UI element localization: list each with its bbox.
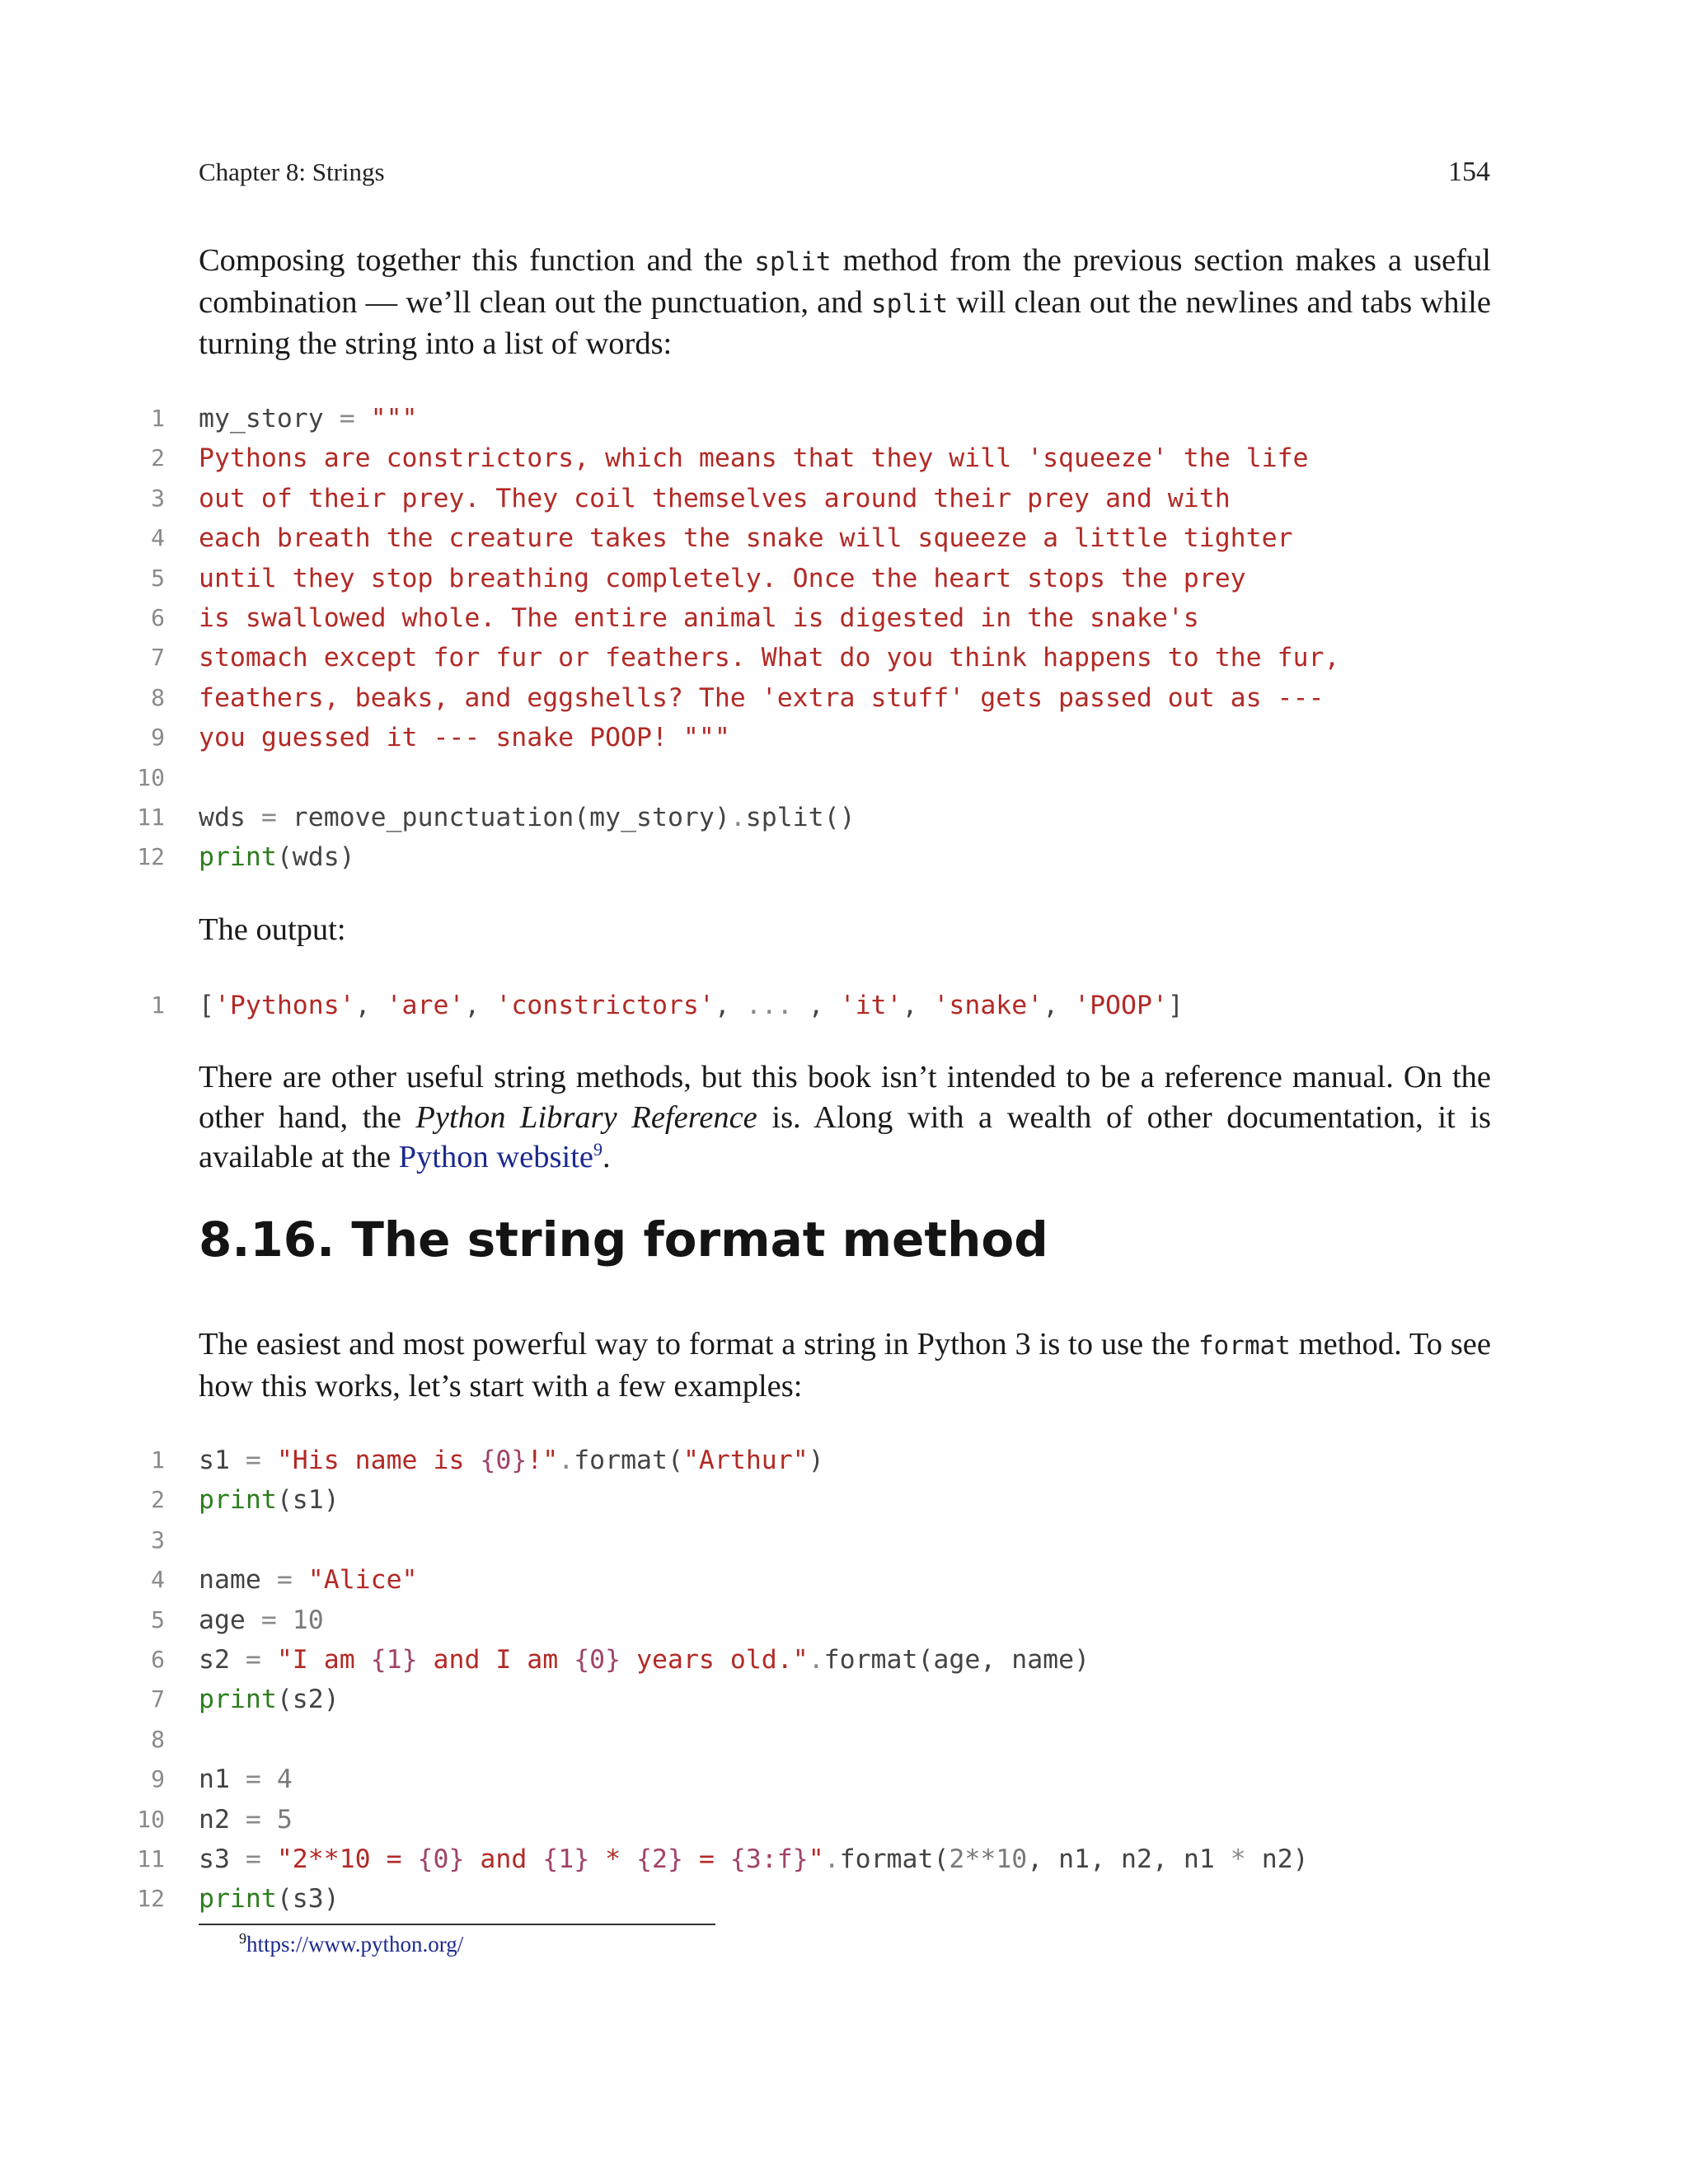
footnote-url-link[interactable]: https://www.python.org/ <box>246 1932 464 1957</box>
line-number: 1 <box>151 991 165 1019</box>
code-text <box>199 438 1309 478</box>
code-token: "Alice" <box>307 1565 418 1596</box>
code-text <box>199 1840 1309 1879</box>
code-token: 'snake' <box>933 991 1043 1020</box>
line-number: 9 <box>151 1765 165 1793</box>
code-text <box>199 1601 324 1640</box>
code-token: (s2) <box>276 1685 340 1715</box>
code-line <box>0 638 1688 677</box>
code-token: {0} <box>480 1446 528 1475</box>
code-token: ... <box>745 991 793 1020</box>
code-text <box>199 1560 418 1600</box>
code-token: = <box>245 1644 261 1675</box>
line-number: 12 <box>137 1885 165 1913</box>
code-block-format <box>0 1441 1688 1919</box>
code-token: , <box>464 991 496 1020</box>
footnote <box>239 1930 463 1957</box>
code-line <box>0 1560 1688 1600</box>
code-token: = <box>245 1804 261 1835</box>
code-token: (s1) <box>276 1485 340 1516</box>
line-number: 3 <box>151 1526 165 1554</box>
code-token: my_story <box>199 404 340 434</box>
code-token: "2**10 = <box>276 1844 418 1874</box>
code-token: {3:f} <box>729 1844 809 1874</box>
code-token: {0} <box>417 1844 465 1874</box>
code-token: out of their prey. They coil themselves around their prey and with <box>199 483 1231 513</box>
code-token: "His name is <box>276 1446 481 1475</box>
code-token: = <box>245 1446 261 1475</box>
code-line <box>0 1480 1688 1520</box>
code-line <box>0 1760 1688 1799</box>
code-line <box>0 986 1688 1025</box>
code-text <box>199 559 1246 598</box>
code-token: print <box>199 1485 277 1516</box>
code-line <box>0 559 1688 598</box>
footnote-marker[interactable]: 9 <box>593 1139 603 1160</box>
line-number: 4 <box>151 524 165 552</box>
code-line <box>0 1879 1688 1919</box>
code-token: 'constrictors' <box>495 991 715 1020</box>
code-text <box>199 837 355 877</box>
line-number: 6 <box>151 1645 165 1673</box>
code-text <box>199 1441 824 1480</box>
code-token: n2) <box>1245 1844 1309 1874</box>
code-line <box>0 1800 1688 1840</box>
code-token: "Arthur" <box>682 1446 809 1475</box>
footnote-rule <box>199 1924 715 1925</box>
code-token: . <box>823 1844 840 1874</box>
code-token: (s3) <box>276 1884 340 1915</box>
code-token: , <box>714 991 746 1020</box>
code-token: (wds) <box>276 842 355 873</box>
text-run: will clean out the newlines and tabs while turning the string into a list of words: <box>199 284 1491 361</box>
code-token: """ <box>354 404 418 434</box>
code-text <box>199 479 1231 518</box>
reference-paragraph <box>199 1057 1491 1178</box>
code-token: format( <box>839 1844 950 1874</box>
code-token: n1 <box>199 1765 246 1795</box>
code-text <box>199 986 1184 1025</box>
line-number: 10 <box>137 763 165 791</box>
code-block-output <box>0 986 1688 1025</box>
inline-code: split <box>870 288 949 319</box>
code-token: remove_punctuation(my_story) <box>276 802 730 832</box>
code-text <box>199 638 1339 677</box>
code-token: = <box>260 802 277 832</box>
code-token <box>261 1844 277 1874</box>
code-token: {0} <box>574 1644 621 1675</box>
code-token: and <box>464 1844 543 1874</box>
code-token: {2} <box>636 1844 683 1874</box>
line-number: 9 <box>151 724 165 752</box>
code-token: you guessed it --- snake POOP! """ <box>199 723 730 753</box>
code-token: stomach except for fur or feathers. What do you think happens to the fur, <box>199 643 1340 673</box>
code-token: and I am <box>417 1644 574 1675</box>
code-token: feathers, beaks, and eggshells? The 'extra stuff' gets passed out as --- <box>199 682 1325 713</box>
output-label: The output: <box>199 912 346 947</box>
code-line <box>0 518 1688 558</box>
code-line <box>0 837 1688 877</box>
code-line <box>0 678 1688 718</box>
text-run: . <box>602 1140 611 1174</box>
line-number: 11 <box>137 803 165 831</box>
footnote-number: 9 <box>239 1930 246 1947</box>
code-block-story <box>0 399 1688 878</box>
code-token: = <box>245 1844 261 1874</box>
line-number: 1 <box>151 1446 165 1474</box>
code-line <box>0 1601 1688 1640</box>
code-token: age <box>199 1605 261 1635</box>
section-heading: 8.16. The string format method <box>199 1212 1048 1268</box>
code-token: 4 <box>276 1765 293 1795</box>
code-token: until they stop breathing completely. Once the heart stops the prey <box>199 563 1246 593</box>
line-number: 7 <box>151 644 165 672</box>
code-text <box>199 1760 293 1799</box>
code-text <box>199 1879 340 1919</box>
code-token: ] <box>1167 991 1184 1020</box>
code-token: 10 <box>292 1605 324 1635</box>
code-token: ) <box>808 1446 824 1475</box>
code-token: "I am <box>276 1644 371 1675</box>
code-line <box>0 1720 1688 1760</box>
code-token: * <box>589 1844 637 1874</box>
code-token <box>261 1645 277 1675</box>
page-number: 154 <box>1448 157 1490 187</box>
code-text <box>199 518 1293 558</box>
code-token: !" <box>527 1446 559 1475</box>
text-run: Composing together this function and the <box>199 243 755 278</box>
code-token: format(age, name) <box>823 1644 1090 1675</box>
code-token: s3 <box>199 1844 246 1874</box>
text-run: method. To see how this works, let’s start with a few examples: <box>199 1327 1491 1404</box>
line-number: 7 <box>151 1685 165 1713</box>
code-token: 2**10 <box>949 1844 1028 1874</box>
code-line <box>0 1521 1688 1560</box>
code-token: 'Pythons' <box>213 991 355 1020</box>
code-token: . <box>558 1446 574 1475</box>
code-token: {1} <box>370 1644 418 1675</box>
code-text <box>199 1640 1090 1680</box>
code-token: , <box>902 991 934 1020</box>
code-token: {1} <box>542 1844 590 1874</box>
code-line <box>0 758 1688 798</box>
running-header <box>199 157 1490 188</box>
code-token: print <box>199 1884 277 1915</box>
code-line <box>0 399 1688 438</box>
code-text <box>199 399 418 438</box>
inline-code: format <box>1198 1331 1291 1361</box>
code-token <box>293 1565 308 1595</box>
python-website-link[interactable]: Python website <box>398 1140 593 1174</box>
code-token: print <box>199 842 277 873</box>
code-token: = <box>276 1565 293 1596</box>
text-run: is. Along with a wealth of other documentation, it is available at the <box>199 1099 1492 1174</box>
line-number: 8 <box>151 1725 165 1753</box>
book-title: Python Library Reference <box>415 1099 757 1135</box>
code-token: 'POOP' <box>1074 991 1168 1020</box>
code-text <box>199 718 730 757</box>
code-token: = <box>339 404 355 434</box>
line-number: 1 <box>151 405 165 432</box>
format-intro-paragraph <box>199 1324 1491 1406</box>
code-token <box>277 1605 293 1635</box>
code-token: , <box>1043 991 1075 1020</box>
line-number: 12 <box>137 843 165 871</box>
line-number: 2 <box>151 444 165 472</box>
code-token: s2 <box>199 1644 246 1675</box>
code-text <box>199 598 1199 638</box>
line-number: 6 <box>151 603 165 631</box>
code-token: " <box>808 1844 824 1874</box>
code-token: = <box>245 1765 261 1795</box>
code-token <box>261 1805 277 1835</box>
code-token: . <box>808 1644 824 1675</box>
code-text <box>199 1480 340 1520</box>
text-run: The easiest and most powerful way to format a string in Python 3 is to use the <box>199 1327 1198 1361</box>
code-line <box>0 1441 1688 1480</box>
code-token: wds <box>199 802 261 832</box>
code-line <box>0 438 1688 478</box>
code-token: each breath the creature takes the snake will squeeze a little tighter <box>199 523 1293 554</box>
line-number: 5 <box>151 564 165 592</box>
code-token <box>261 1446 277 1475</box>
code-text <box>199 798 856 837</box>
code-token: n2 <box>199 1804 246 1835</box>
code-token: , n1, n2, n1 <box>1027 1844 1231 1874</box>
line-number: 2 <box>151 1486 165 1514</box>
code-line <box>0 718 1688 757</box>
code-line <box>0 598 1688 638</box>
code-token: format( <box>574 1446 683 1475</box>
code-token: = <box>260 1605 277 1635</box>
text-run: method from the previous section makes a useful combination — we’ll clean out the punctuation, and <box>199 243 1491 320</box>
code-token: 'are' <box>386 991 465 1020</box>
code-text <box>199 1680 340 1719</box>
code-token: split() <box>745 802 856 832</box>
code-token: 5 <box>276 1804 293 1835</box>
line-number: 3 <box>151 484 165 512</box>
code-token: name <box>199 1565 277 1596</box>
line-number: 4 <box>151 1566 165 1594</box>
code-line <box>0 798 1688 837</box>
line-number: 11 <box>137 1844 165 1872</box>
code-token: 'it' <box>839 991 903 1020</box>
code-line <box>0 1680 1688 1719</box>
chapter-title: Chapter 8: Strings <box>199 157 385 186</box>
code-token: * <box>1230 1844 1246 1874</box>
line-number: 10 <box>137 1805 165 1833</box>
inline-code: split <box>754 247 832 277</box>
intro-paragraph <box>199 241 1491 364</box>
code-token: years old." <box>621 1644 809 1675</box>
text-run: There are other useful string methods, but this book isn’t intended to be a reference manual. On the other hand, the <box>199 1060 1491 1135</box>
code-token: is swallowed whole. The entire animal is digested in the snake's <box>199 602 1199 633</box>
code-text <box>199 1800 293 1840</box>
code-token <box>261 1765 277 1794</box>
code-line <box>0 479 1688 518</box>
code-token: = <box>682 1844 730 1874</box>
line-number: 5 <box>151 1605 165 1633</box>
code-token: , <box>354 991 387 1020</box>
line-number: 8 <box>151 683 165 711</box>
code-token: s1 <box>199 1446 246 1475</box>
code-token: . <box>729 802 746 832</box>
code-token: print <box>199 1685 277 1715</box>
code-line <box>0 1840 1688 1879</box>
code-token: , <box>792 991 840 1020</box>
code-token: Pythons are constrictors, which means that they will 'squeeze' the life <box>199 443 1309 474</box>
code-text <box>199 678 1324 718</box>
code-line <box>0 1640 1688 1680</box>
code-token: [ <box>199 991 214 1020</box>
